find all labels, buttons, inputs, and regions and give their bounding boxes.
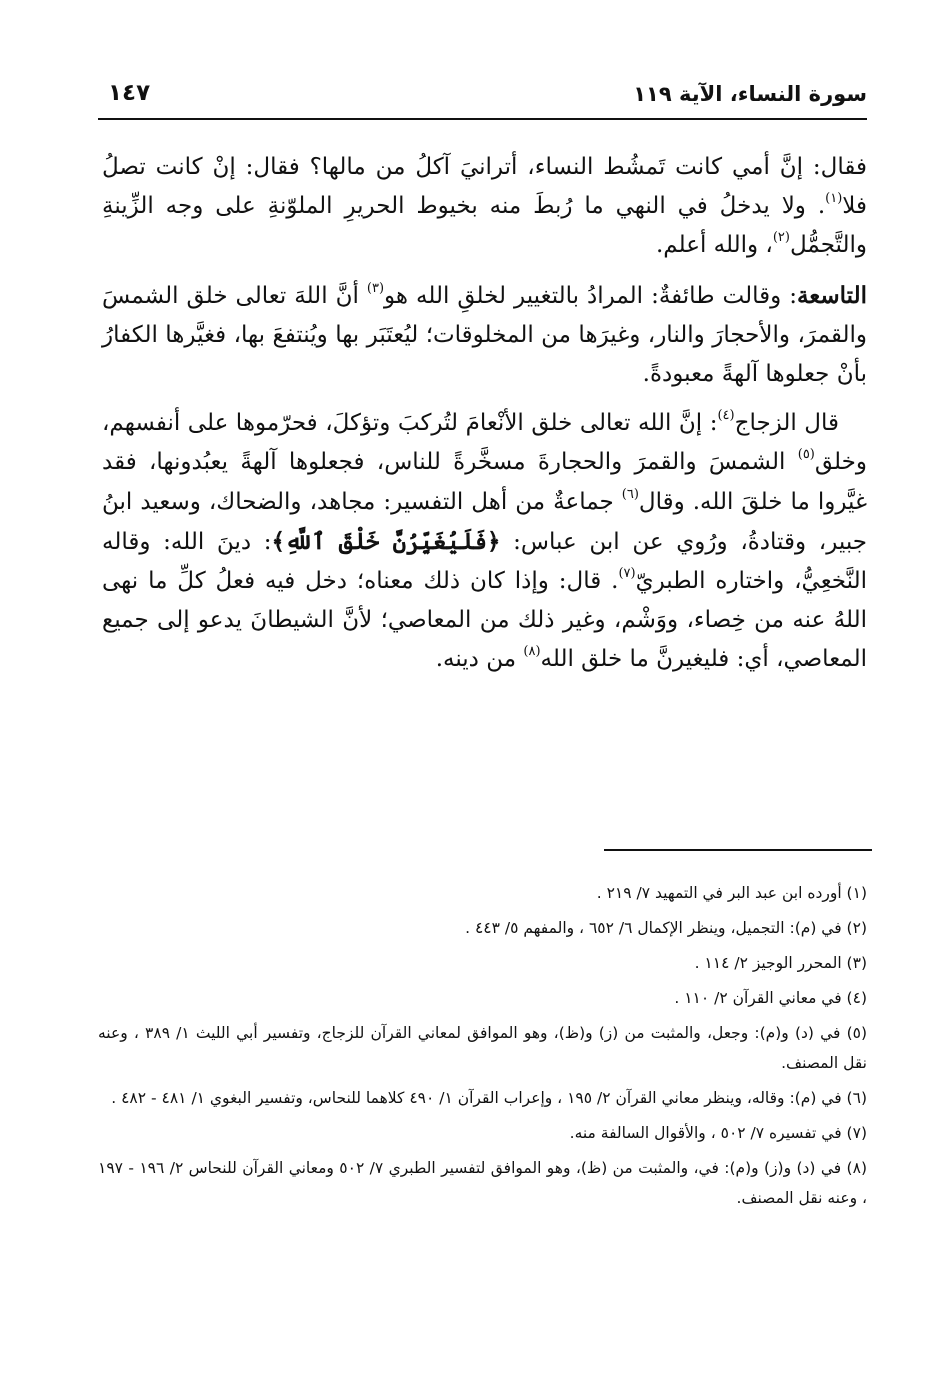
footnote-7: (٧) في تفسيره ٧/ ٥٠٢ ، والأقوال السالفة منه. (569, 1124, 867, 1142)
footnote-ref-5: (٥) (797, 447, 815, 463)
quran-quote: ﴿فَلَيُغَيِّرُنَّ خَلْقَ ٱللَّهِ﴾ (271, 527, 501, 555)
text-span: قال الزجاج (734, 410, 839, 437)
paragraph-3 (102, 404, 867, 679)
page-number: ١٤٧ (108, 80, 151, 106)
main-text (102, 148, 867, 690)
footnotes (98, 878, 867, 1218)
text-span: جماعةٌ من أهل التفسير: مجاهد، والضحاك، وسعيد ابنُ جبير، وقتادةُ، ورُوي عن ابن عباس: (102, 488, 867, 555)
footnote-3: (٣) المحرر الوجيز ٢/ ١١٤ . (694, 954, 867, 972)
footnote-ref-6: (٦) (621, 486, 639, 502)
footnote-ref-1: (١) (825, 191, 843, 207)
footnote-6: (٦) في (م): وقاله، وينظر معاني القرآن ٢/ ١٩٥ ، وإعراب القرآن ١/ ٤٩٠ كلاهما للنحاس، وتفسير البغوي ١/ ٤٨١ - ٤٨٢ . (111, 1089, 867, 1107)
paragraph-1 (102, 148, 867, 266)
text-span: الشمسَ والقمرَ والحجارةَ مسخَّرةً للناس، فجعلوها آلهةً يعبُدونها، فقد غيَّروا ما خلقَ الله. وقال (102, 449, 867, 515)
text-span: : إنَّ الله تعالى خلق الأنْعامَ لتُركبَ وتؤكلَ، فحرّموها على أنفسهم، وخلق (102, 410, 867, 476)
footnote-ref-4: (٤) (717, 408, 735, 424)
page-header (98, 78, 867, 118)
text-span: ، والله أعلم. (656, 232, 773, 259)
footnote-ref-8: (٨) (523, 644, 541, 660)
text-span: : وقالت طائفةٌ: المرادُ بالتغيير لخلقِ الله هو (384, 282, 797, 309)
paragraph-2 (102, 276, 867, 395)
running-title: سورة النساء، الآية ١١٩ (633, 82, 867, 106)
text-span: أنَّ اللهَ تعالى خلق الشمسَ والقمرَ، والأحجارَ والنار، وغيرَها من المخلوقات؛ ليُعتَبَر بها ويُنتفعَ بها، فغيَّرها الكفارُ بأنْ جعلوها آلهةً معبودةً. (102, 282, 867, 388)
footnote-ref-2: (٢) (772, 230, 790, 246)
text-span: . قال: وإذا كان ذلك معناه؛ دخل فيه فعلُ كلِّ ما نهى اللهُ عنه من خِصاء، ووَشْم، وغير ذلك من المعاصي؛ لأنَّ الشيطانَ يدعو إلى جميع المعاصي، أي: فليغيرنَّ ما خلق الله (102, 568, 867, 673)
footnote-ref-7: (٧) (618, 566, 636, 582)
text-span: . ولا يدخلُ في النهي ما رُبطَ منه بخيوط الحريرِ الملوّنةِ على وجه الزِّينةِ والتَّجمُّل (102, 193, 867, 259)
footnote-8: (٨) في (د) و(ز) و(م): في، والمثبت من (ظ)، وهو الموافق لتفسير الطبري ٧/ ٥٠٢ ومعاني القرآن للنحاس ٢/ ١٩٦ - ١٩٧ ، وعنه نقل المصنف. (98, 1159, 867, 1207)
footnote-ref-3: (٣) (366, 280, 385, 296)
footnote-5: (٥) في (د) و(م): وجعل، والمثبت من (ز) و(ظ)، وهو الموافق لمعاني القرآن للزجاج، وتفسير أبي الليث ١/ ٣٨٩ ، وعنه نقل المصنف. (98, 1024, 868, 1072)
text-span: من دينه. (435, 646, 524, 673)
footnote-1: (١) أورده ابن عبد البر في التمهيد ٧/ ٢١٩ . (596, 884, 867, 902)
header-divider (98, 118, 867, 120)
text-span: : دينَ الله: وقاله النَّخعِيُّ، واختاره الطبريّ (102, 528, 867, 595)
footnote-2: (٢) في (م): التجميل، وينظر الإكمال ٦/ ٦٥٢ ، والمفهم ٥/ ٤٤٣ . (465, 919, 867, 937)
footnote-4: (٤) في معاني القرآن ٢/ ١١٠ . (674, 989, 867, 1007)
text-span: فقال: إنَّ أمي كانت تَمشُط النساء، أترانيَ آكلُ من مالها؟ فقال: إنْ كانت تصلُ فلا (102, 154, 867, 220)
footnote-divider (604, 849, 872, 851)
section-lead: التاسعة (796, 281, 867, 309)
